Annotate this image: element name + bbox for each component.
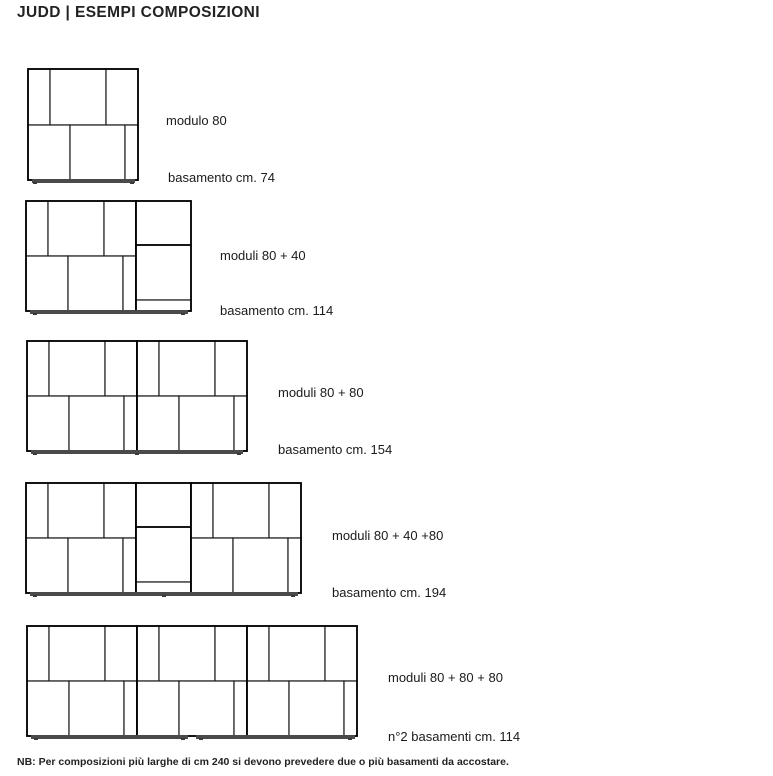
- row4-module3-top-door-right: [269, 483, 301, 538]
- row2-module1-bottom-door-center: [68, 256, 123, 311]
- composition-4-module-label: moduli 80 + 40 +80: [332, 528, 444, 543]
- row1-module1-bottom-door-center: [70, 125, 125, 180]
- row4-module2-drawer: [136, 582, 191, 593]
- row2-module1-top-door-right: [104, 201, 136, 256]
- row4-base1-foot-1: [33, 595, 37, 597]
- row2-base1: [30, 310, 188, 314]
- row4-module3-bottom-door-left: [191, 538, 233, 593]
- row5-base2: [196, 735, 355, 739]
- row4-base1-foot-3: [291, 595, 295, 597]
- row5-base1-foot-1: [34, 738, 38, 740]
- row2-base1-foot-1: [33, 313, 37, 315]
- row3-base1-foot-2: [135, 453, 139, 455]
- row5-base1: [31, 735, 188, 739]
- row4-module3-top-door-left: [191, 483, 213, 538]
- row4-module2-top-door: [136, 483, 191, 527]
- composition-3-module-label: moduli 80 + 80: [278, 385, 364, 400]
- row5-module1-top-door-right: [105, 626, 137, 681]
- composition-1-base-label: basamento cm. 74: [168, 170, 275, 185]
- row3-base1-foot-1: [33, 453, 37, 455]
- row2-module1-bottom-door-left: [26, 256, 68, 311]
- row4-base1-foot-2: [162, 595, 166, 597]
- page-title: JUDD | ESEMPI COMPOSIZIONI: [17, 4, 260, 21]
- row5-module3-top-door-center: [269, 626, 325, 681]
- row2-module2-middle-door: [136, 245, 191, 300]
- row5-module3-bottom-door-center: [289, 681, 344, 736]
- row5-module1-top-door-center: [49, 626, 105, 681]
- row4-module1-bottom-door-center: [68, 538, 123, 593]
- row5-module2-bottom-door-center: [179, 681, 234, 736]
- row4-module3-top-door-center: [213, 483, 269, 538]
- row1-module1-top-door-left: [28, 69, 50, 125]
- row2-module1-top-door-left: [26, 201, 48, 256]
- row1-base1: [32, 179, 135, 183]
- composition-3-base-label: basamento cm. 154: [278, 442, 393, 457]
- row1-base1-foot-2: [130, 182, 134, 184]
- composition-4-base-label: basamento cm. 194: [332, 585, 447, 600]
- row3-base1-foot-3: [237, 453, 241, 455]
- row5-base2-foot-1: [199, 738, 203, 740]
- row3-module2-bottom-door-left: [137, 396, 179, 451]
- row3-module2-top-door-left: [137, 341, 159, 396]
- composition-1-module-label: modulo 80: [166, 113, 227, 128]
- row5-module3-bottom-door-left: [247, 681, 289, 736]
- row5-module2-top-door-left: [137, 626, 159, 681]
- row3-module1-bottom-door-center: [69, 396, 124, 451]
- row3-module2-top-door-center: [159, 341, 215, 396]
- row4-module3-bottom-door-center: [233, 538, 288, 593]
- row2-module2-top-door: [136, 201, 191, 245]
- row5-module3-top-door-right: [325, 626, 357, 681]
- row5-module1-bottom-door-left: [27, 681, 69, 736]
- row4-module1-bottom-door-left: [26, 538, 68, 593]
- row5-module1-top-door-left: [27, 626, 49, 681]
- composition-2-module-label: moduli 80 + 40: [220, 248, 306, 263]
- row1-module1-bottom-door-left: [28, 125, 70, 180]
- row4-module1-top-door-center: [48, 483, 104, 538]
- row5-module1-bottom-door-right: [124, 681, 137, 736]
- footer-note: NB: Per composizioni più larghe di cm 240 si devono prevedere due o più basamenti da accostare.: [17, 756, 509, 768]
- row3-module2-bottom-door-right: [234, 396, 247, 451]
- row3-module1-top-door-left: [27, 341, 49, 396]
- row5-module2-bottom-door-right: [234, 681, 247, 736]
- row5-base1-foot-2: [181, 738, 185, 740]
- row4-module1-bottom-door-right: [123, 538, 136, 593]
- row5-base2-foot-2: [348, 738, 352, 740]
- composition-5-base-label: n°2 basamenti cm. 114: [388, 729, 521, 744]
- row5-module2-top-door-right: [215, 626, 247, 681]
- row2-module2-drawer: [136, 300, 191, 311]
- row5-module3-top-door-left: [247, 626, 269, 681]
- row3-module1-top-door-center: [49, 341, 105, 396]
- row3-module2-top-door-right: [215, 341, 247, 396]
- row3-module1-bottom-door-right: [124, 396, 137, 451]
- row4-module3-bottom-door-right: [288, 538, 301, 593]
- row5-module2-top-door-center: [159, 626, 215, 681]
- row4-module2-middle-door: [136, 527, 191, 582]
- row1-module1-top-door-right: [106, 69, 138, 125]
- composition-2-base-label: basamento cm. 114: [220, 303, 334, 318]
- row5-module1-bottom-door-center: [69, 681, 124, 736]
- row3-module1-top-door-right: [105, 341, 137, 396]
- row2-base1-foot-2: [181, 313, 185, 315]
- row2-module1-bottom-door-right: [123, 256, 136, 311]
- row3-module1-bottom-door-left: [27, 396, 69, 451]
- row1-module1-bottom-door-right: [125, 125, 138, 180]
- row3-module2-bottom-door-center: [179, 396, 234, 451]
- row4-module1-top-door-right: [104, 483, 136, 538]
- row1-module1-top-door-center: [50, 69, 106, 125]
- row5-module2-bottom-door-left: [137, 681, 179, 736]
- row5-module3-bottom-door-right: [344, 681, 357, 736]
- composition-5-module-label: moduli 80 + 80 + 80: [388, 670, 503, 685]
- row4-module1-top-door-left: [26, 483, 48, 538]
- row2-module1-top-door-center: [48, 201, 104, 256]
- row1-base1-foot-1: [33, 182, 37, 184]
